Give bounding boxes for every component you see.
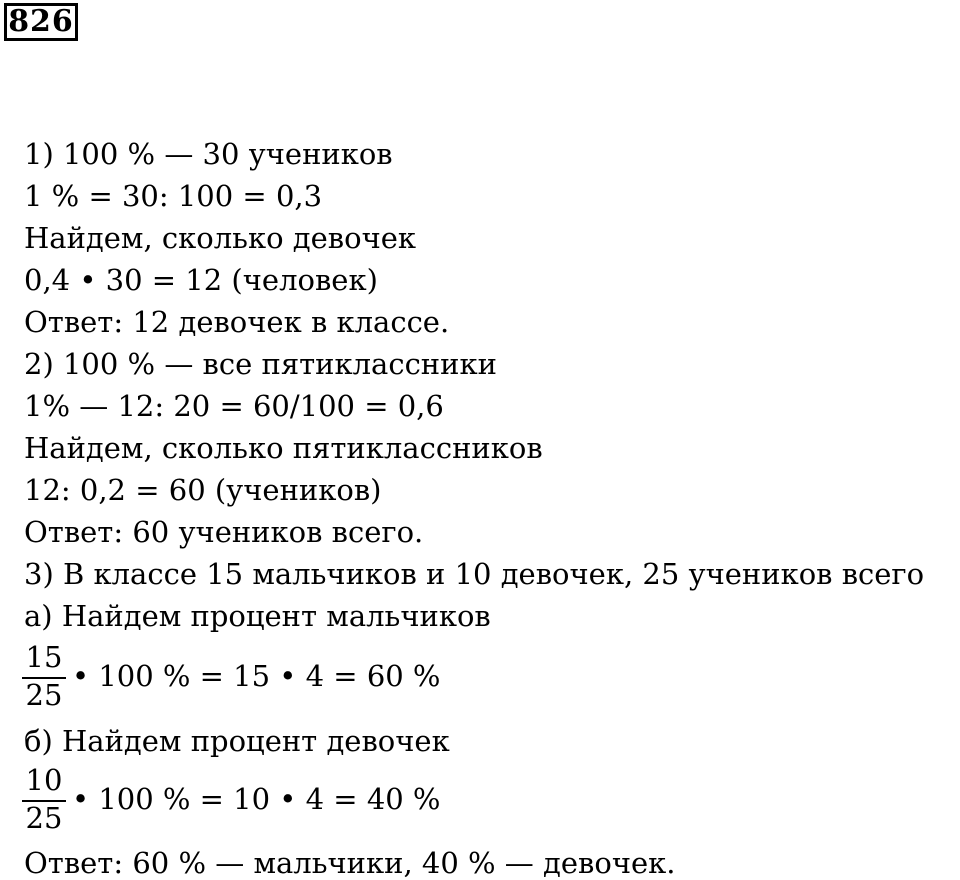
fraction-expression-rest: • 100 % = 15 • 4 = 60 % — [72, 659, 441, 693]
solution-line-11: 3) В классе 15 мальчиков и 10 девочек, 25 учеников всего — [24, 557, 925, 591]
solution-line-2: 1 % = 30: 100 = 0,3 — [24, 179, 323, 213]
fraction-denominator: 25 — [25, 678, 63, 712]
solution-line-10: Ответ: 60 учеников всего. — [24, 515, 424, 549]
solution-line-4: 0,4 • 30 = 12 (человек) — [24, 263, 378, 297]
fraction-expression-rest: • 100 % = 10 • 4 = 40 % — [72, 782, 441, 816]
final-answer: Ответ: 60 % — мальчики, 40 % — девочек. — [24, 846, 676, 880]
fraction-numerator: 15 — [25, 640, 63, 674]
solution-line-8: Найдем, сколько пятиклассников — [24, 431, 543, 465]
solution-line-12: а) Найдем процент мальчиков — [24, 599, 491, 633]
solution-line-5: Ответ: 12 девочек в классе. — [24, 305, 450, 339]
solution-line-6: 2) 100 % — все пятиклассники — [24, 347, 497, 381]
fraction-numerator: 10 — [25, 763, 63, 797]
problem-number-box: 826 — [4, 3, 78, 41]
solution-line-7: 1% — 12: 20 = 60/100 = 0,6 — [24, 389, 444, 423]
fraction-denominator: 25 — [25, 801, 63, 835]
solution-line-9: 12: 0,2 = 60 (учеников) — [24, 473, 382, 507]
solution-line-13: б) Найдем процент девочек — [24, 724, 450, 758]
solution-line-3: Найдем, сколько девочек — [24, 221, 417, 255]
solution-line-1: 1) 100 % — 30 учеников — [24, 137, 393, 171]
